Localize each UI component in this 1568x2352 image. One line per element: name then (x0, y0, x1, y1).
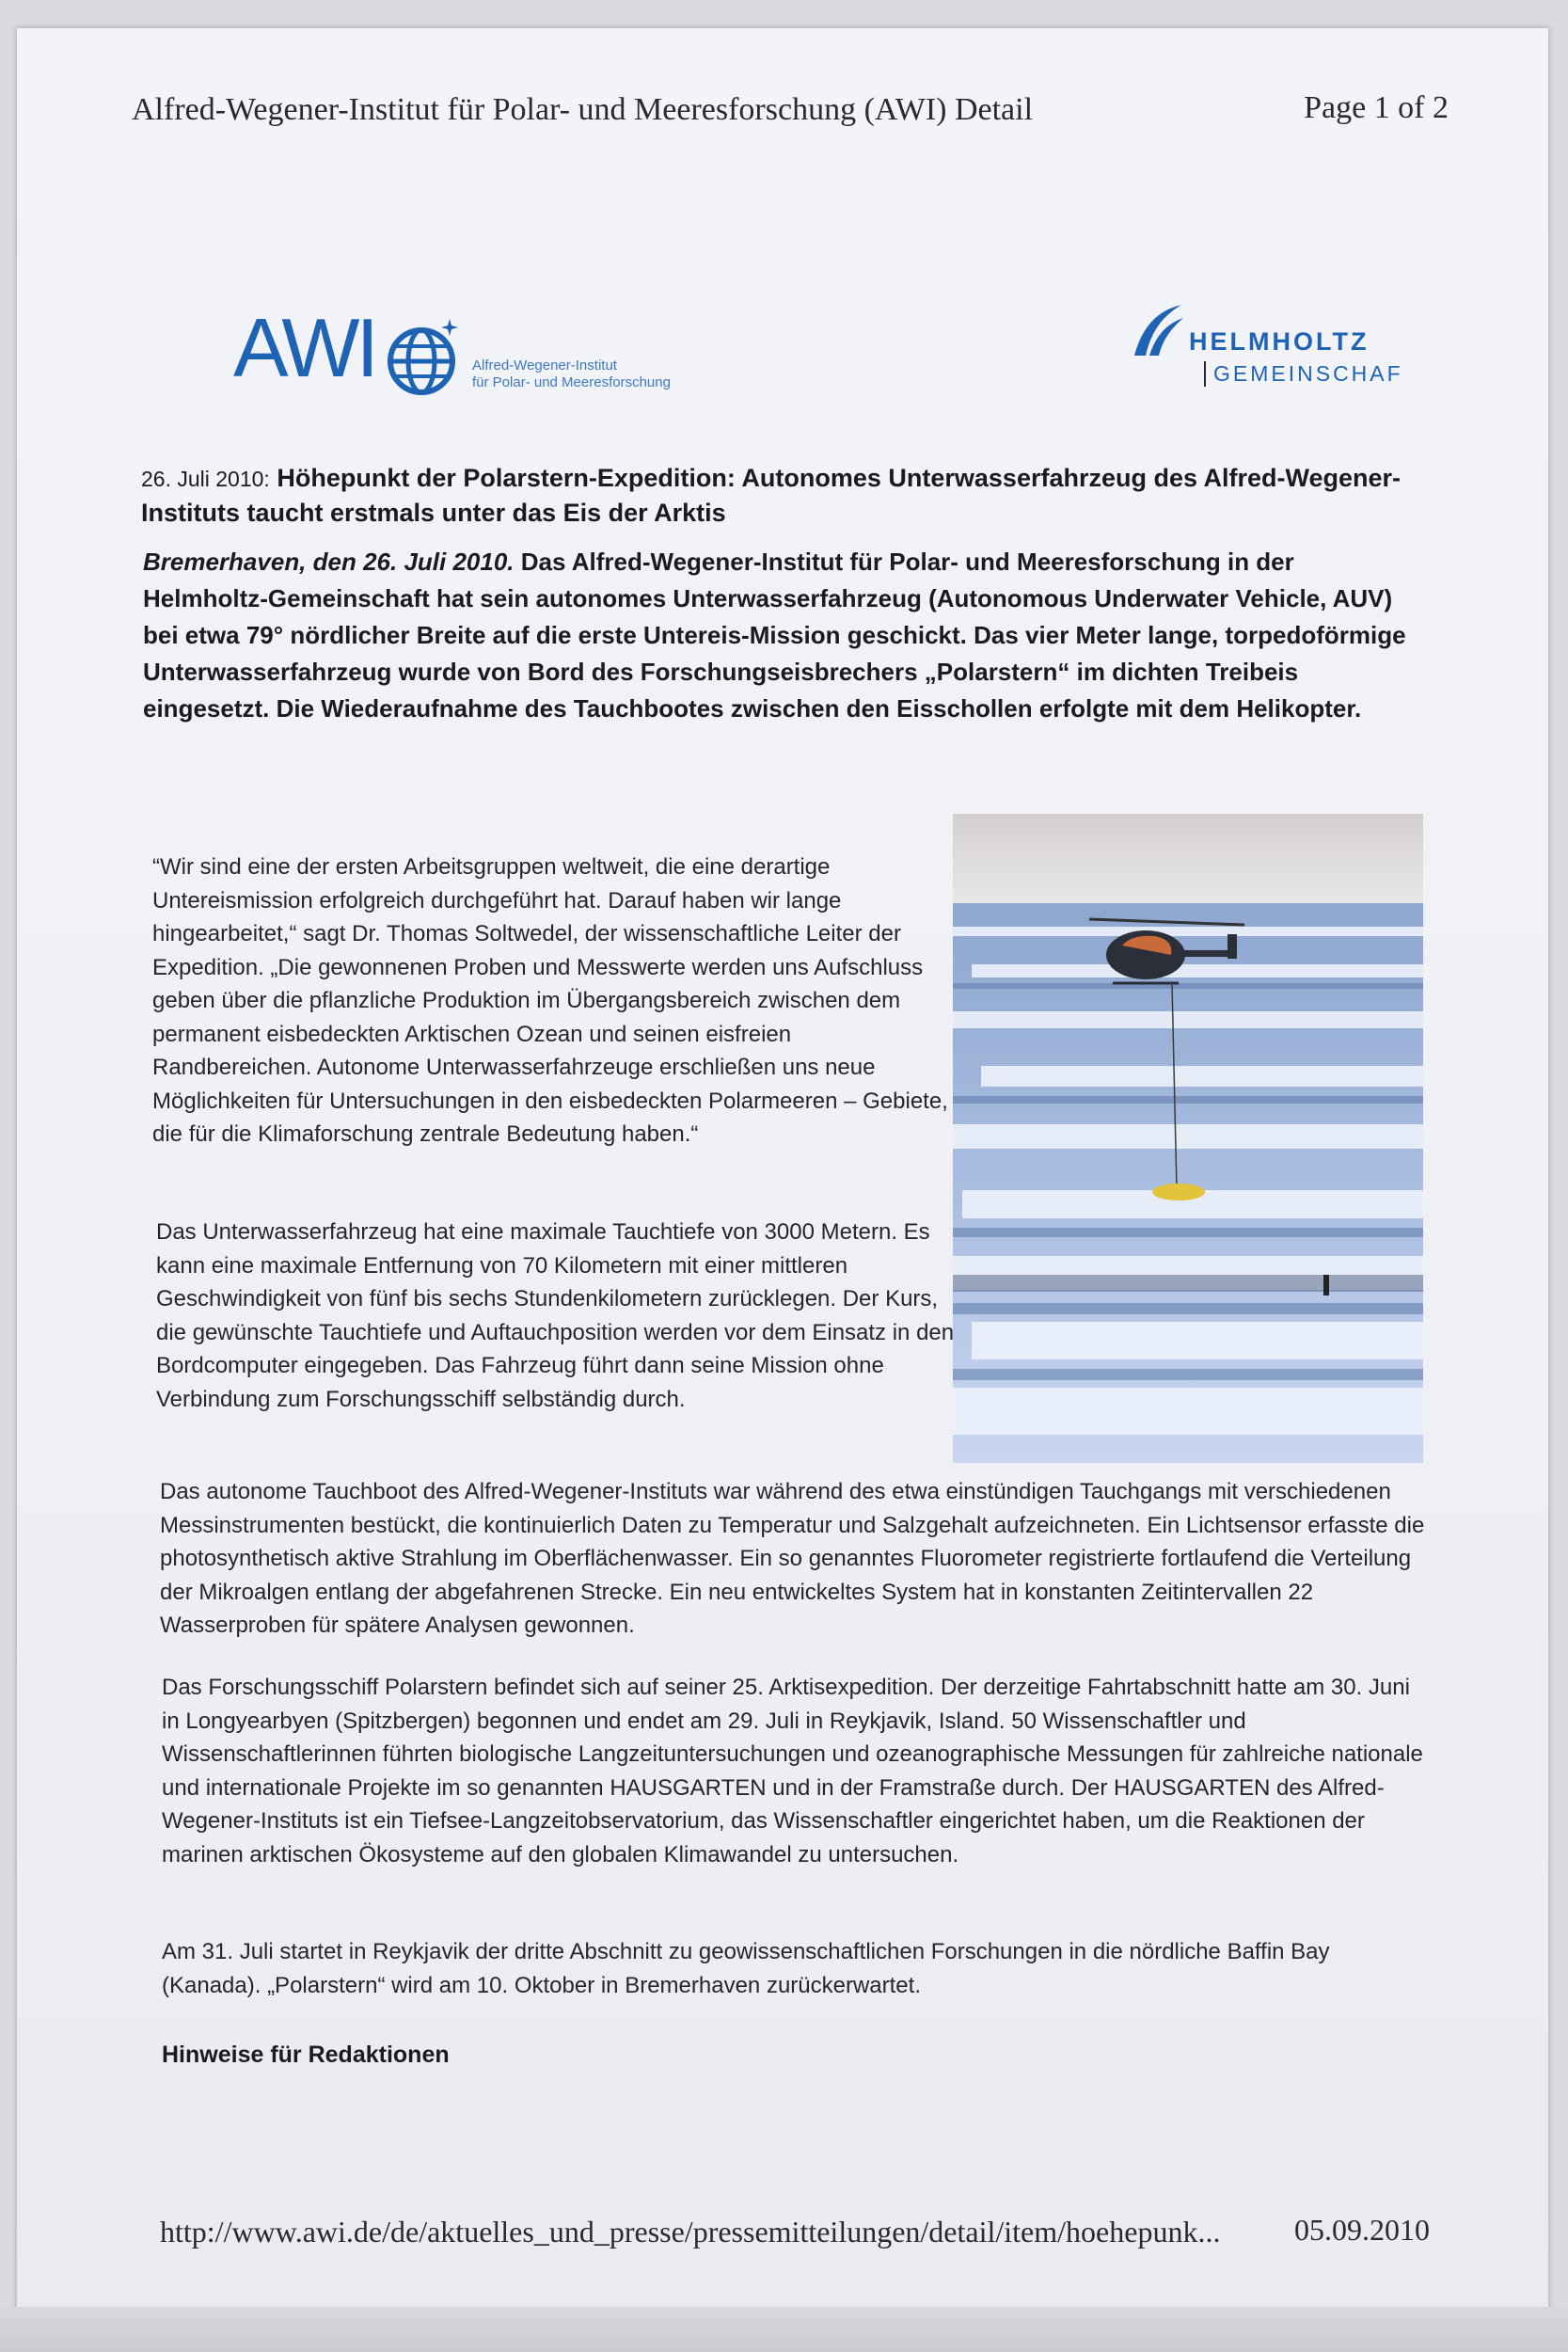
helmholtz-swoosh-icon (1129, 299, 1185, 359)
helmholtz-name: HELMHOLTZ (1189, 327, 1370, 356)
editor-notes-heading: Hinweise für Redaktionen (162, 2042, 450, 2068)
lead-place: Bremerhaven, den 26. Juli 2010. (143, 548, 515, 576)
print-header (132, 92, 1449, 128)
awi-logo (233, 301, 722, 410)
quote-paragraph: “Wir sind eine der ersten Arbeitsgruppen weltweit, die eine derartige Untereismission erfolgreich durchgeführt hat. Darauf haben wir lange hingearbeitet,“ sagt Dr. Thomas Soltwedel, der wissenschaftliche Leiter der Expedition. „Die gewonnenen Proben und Messwerte werden uns Aufschluss geben über die pflanzliche Produktion im Übergangsbereich zwischen dem permanent eisbedeckten Arktischen Ozean und seinen eisfreien Randbereichen. Autonome Unterwasserfahrzeuge erschließen uns neue Möglichkeiten für Untersuchungen in den eisbedeckten Polarmeeren – Gebiete, die für die Klimaforschung zentrale Bedeutung haben.“ (152, 854, 948, 1147)
page-number: Page 1 of 2 (1304, 90, 1449, 125)
page-edge (0, 2307, 1568, 2352)
specs-paragraph: Das Unterwasserfahrzeug hat eine maximale Tauchtiefe von 3000 Metern. Es kann eine maximale Entfernung von 70 Kilometern mit einer mittleren Geschwindigkeit von fünf bis sechs Stundenkilometern zurücklegen. Der Kurs, die gewünschte Tauchtiefe und Auftauchposition werden vor dem Einsatz in den Bordcomputer eingegeben. Das Fahrzeug führt dann seine Mission ohne Verbindung zum Forschungsschiff selbständig durch. (156, 1219, 955, 1412)
awi-logo-subtitle: Alfred-Wegener-Institut für Polar- und Meeresforschung (472, 358, 671, 390)
headline-text: Höhepunkt der Polarstern-Expedition: Autonomes Unterwasserfahrzeug des Alfred-Wegener-Instituts taucht erstmals unter das Eis der Arktis (141, 464, 1402, 527)
source-url: http://www.awi.de/de/aktuelles_und_presse/pressemitteilungen/detail/item/hoehepunk... (160, 2215, 1221, 2249)
print-footer (160, 2215, 1430, 2249)
lead-paragraph (143, 544, 1422, 727)
expedition-paragraph: Das Forschungsschiff Polarstern befindet sich auf seiner 25. Arktisexpedition. Der derzeitige Fahrtabschnitt hatte am 30. Juni in Longyearbyen (Spitzbergen) begonnen und endet am 29. Juli in Reykjavik, Island. 50 Wissenschaftler und Wissenschaftlerinnen führten biologische Langzeituntersuchungen und ozeanographische Messungen für zahlreiche nationale und internationale Projekte im so genannten HAUSGARTEN und in der Framstraße durch. Der HAUSGARTEN des Alfred-Wegener-Instituts ist ein Tiefsee-Langzeitobservatorium, das Wissenschaftler eingerichtet haben, um die Reaktionen der marinen arktischen Ökosysteme auf den globalen Klimawandel zu untersuchen. (162, 1675, 1423, 1867)
article-headline (141, 461, 1402, 530)
helicopter-ice-photo (953, 814, 1423, 1463)
instruments-paragraph: Das autonome Tauchboot des Alfred-Wegener-Instituts war während des etwa einstündigen Tauchgangs mit verschiedenen Messinstrumenten bestückt, die kontinuierlich Daten zu Temperatur und Salzgehalt aufzeichneten. Ein Lichtsensor erfasste die photosynthetisch aktive Strahlung im Oberflächenwasser. Ein so genanntes Fluorometer registrierte fortlaufend die Verteilung der Mikroalgen entlang der abgefahrenen Strecke. Ein neu entwickeltes System hat in konstanten Zeitintervallen 22 Wasserproben für spätere Analysen gewonnen. (160, 1479, 1425, 1638)
article-date: 26. Juli 2010: (141, 467, 270, 491)
helmholtz-subtitle: GEMEINSCHAF (1204, 361, 1403, 387)
page-title: Alfred-Wegener-Institut für Polar- und Meeresforschung (AWI) Detail (132, 92, 1034, 127)
awi-logo-letters: AWI (233, 301, 375, 394)
lead-text: Das Alfred-Wegener-Institut für Polar- und Meeresforschung in der Helmholtz-Gemeinschaft hat sein autonomes Unterwasserfahrzeug (Autonomous Underwater Vehicle, AUV) bei etwa 79° nördlicher Breite auf die erste Untereis-Mission geschickt. Das vier Meter lange, torpedoförmige Unterwasserfahrzeug wurde von Bord des Forschungseisbrechers „Polarstern“ im dichten Treibeis eingesetzt. Die Wiederaufnahme des Tauchbootes zwischen den Eisschollen erfolgte mit dem Helikopter. (143, 548, 1406, 723)
print-date: 05.09.2010 (1294, 2213, 1430, 2247)
helmholtz-logo (1129, 299, 1411, 393)
globe-icon (384, 318, 463, 397)
outlook-paragraph: Am 31. Juli startet in Reykjavik der dritte Abschnitt zu geowissenschaftlichen Forschungen in die nördliche Baffin Bay (Kanada). „Polarstern“ wird am 10. Oktober in Bremerhaven zurückerwartet. (162, 1939, 1330, 1998)
